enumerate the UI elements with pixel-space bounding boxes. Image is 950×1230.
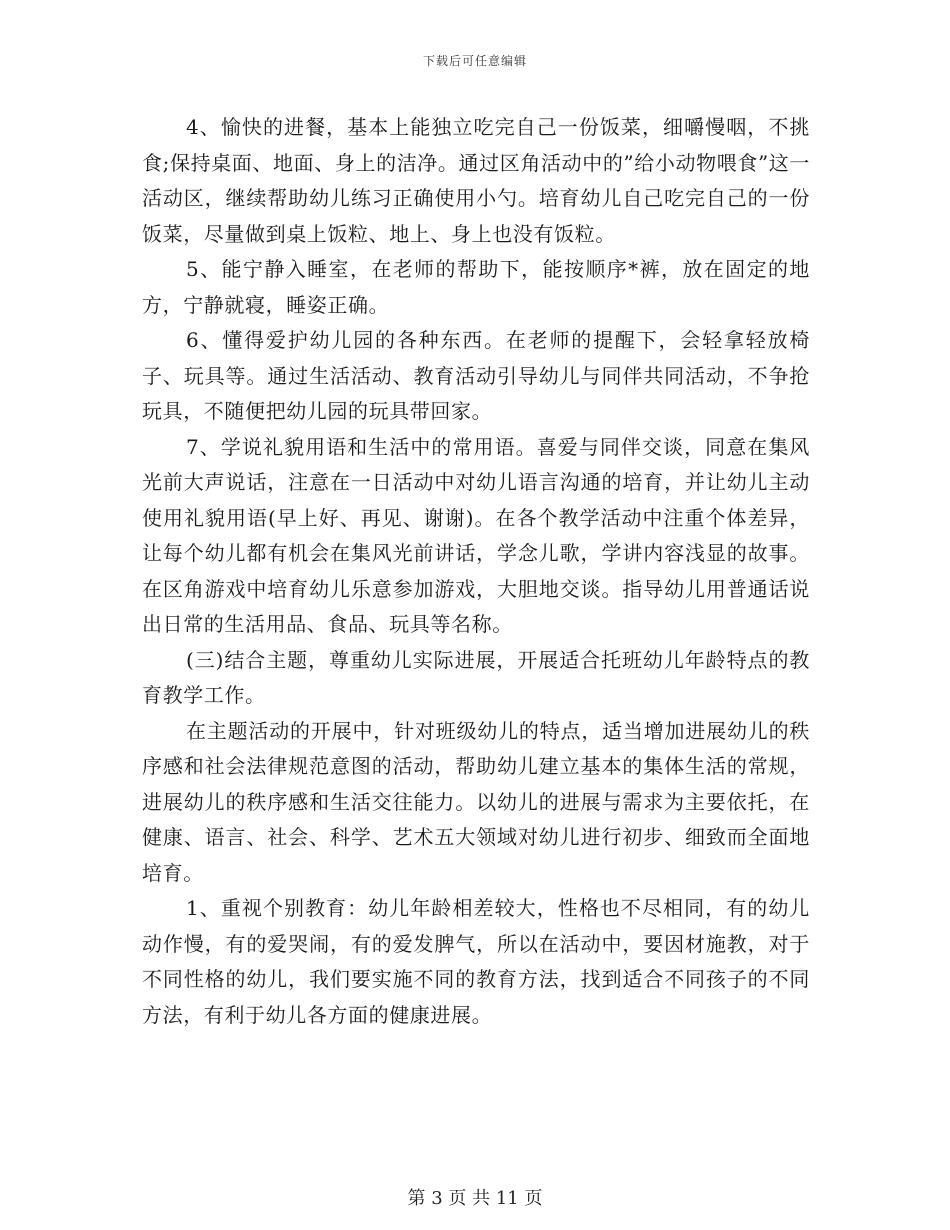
paragraph-theme-activities: 在主题活动的开展中，针对班级幼儿的特点，适当增加进展幼儿的秩序感和社会法律规范意图的活动，帮助幼儿建立基本的集体生活的常规，进展幼儿的秩序感和生活交往能力。以幼儿的进展与需求为主要依托，在健康、语言、社会、科学、艺术五大领域对幼儿进行初步、细致而全面地培育。 [142, 718, 810, 885]
paragraph-item-5: 5、能宁静入睡室，在老师的帮助下，能按顺序*裤，放在固定的地方，宁静就寝，睡姿正确。 [142, 257, 810, 317]
paragraph-item-7: 7、学说礼貌用语和生活中的常用语。喜爱与同伴交谈，同意在集风光前大声说话，注意在一日活动中对幼儿语言沟通的培育，并让幼儿主动使用礼貌用语(早上好、再见、谢谢)。在各个教学活动中注重个体差异，让每个幼儿都有机会在集风光前讲话，学念儿歌，学讲内容浅显的故事。在区角游戏中培育幼儿乐意参加游戏，大胆地交谈。指导幼儿用普通话说出日常的生活用品、食品、玩具等名称。 [142, 434, 810, 636]
page-number-footer: 第 3 页 共 11 页 [407, 1188, 543, 1209]
section-heading-3: (三)结合主题，尊重幼儿实际进展，开展适合托班幼儿年龄特点的教育教学工作。 [142, 647, 810, 707]
page-header-note: 下载后可任意编辑 [422, 54, 527, 68]
paragraph-item-4: 4、愉快的进餐，基本上能独立吃完自己一份饭菜，细嚼慢咽，不挑食;保持桌面、地面、身上的洁净。通过区角活动中的”给小动物喂食”这一活动区，继续帮助幼儿练习正确使用小勺。培育幼儿自己吃完自己的一份饭菜，尽量做到桌上饭粒、地上、身上也没有饭粒。 [142, 115, 810, 246]
paragraph-item-6: 6、懂得爱护幼儿园的各种东西。在老师的提醒下，会轻拿轻放椅子、玩具等。通过生活活动、教育活动引导幼儿与同伴共同活动，不争抢玩具，不随便把幼儿园的玩具带回家。 [142, 328, 810, 423]
document-body [142, 110, 810, 1033]
paragraph-individual-education: 1、重视个别教育：幼儿年龄相差较大，性格也不尽相同，有的幼儿动作慢，有的爱哭闹，有的爱发脾气，所以在活动中，要因材施教，对于不同性格的幼儿，我们要实施不同的教育方法，找到适合不同孩子的不同方法，有利于幼儿各方面的健康进展。 [142, 896, 810, 1027]
